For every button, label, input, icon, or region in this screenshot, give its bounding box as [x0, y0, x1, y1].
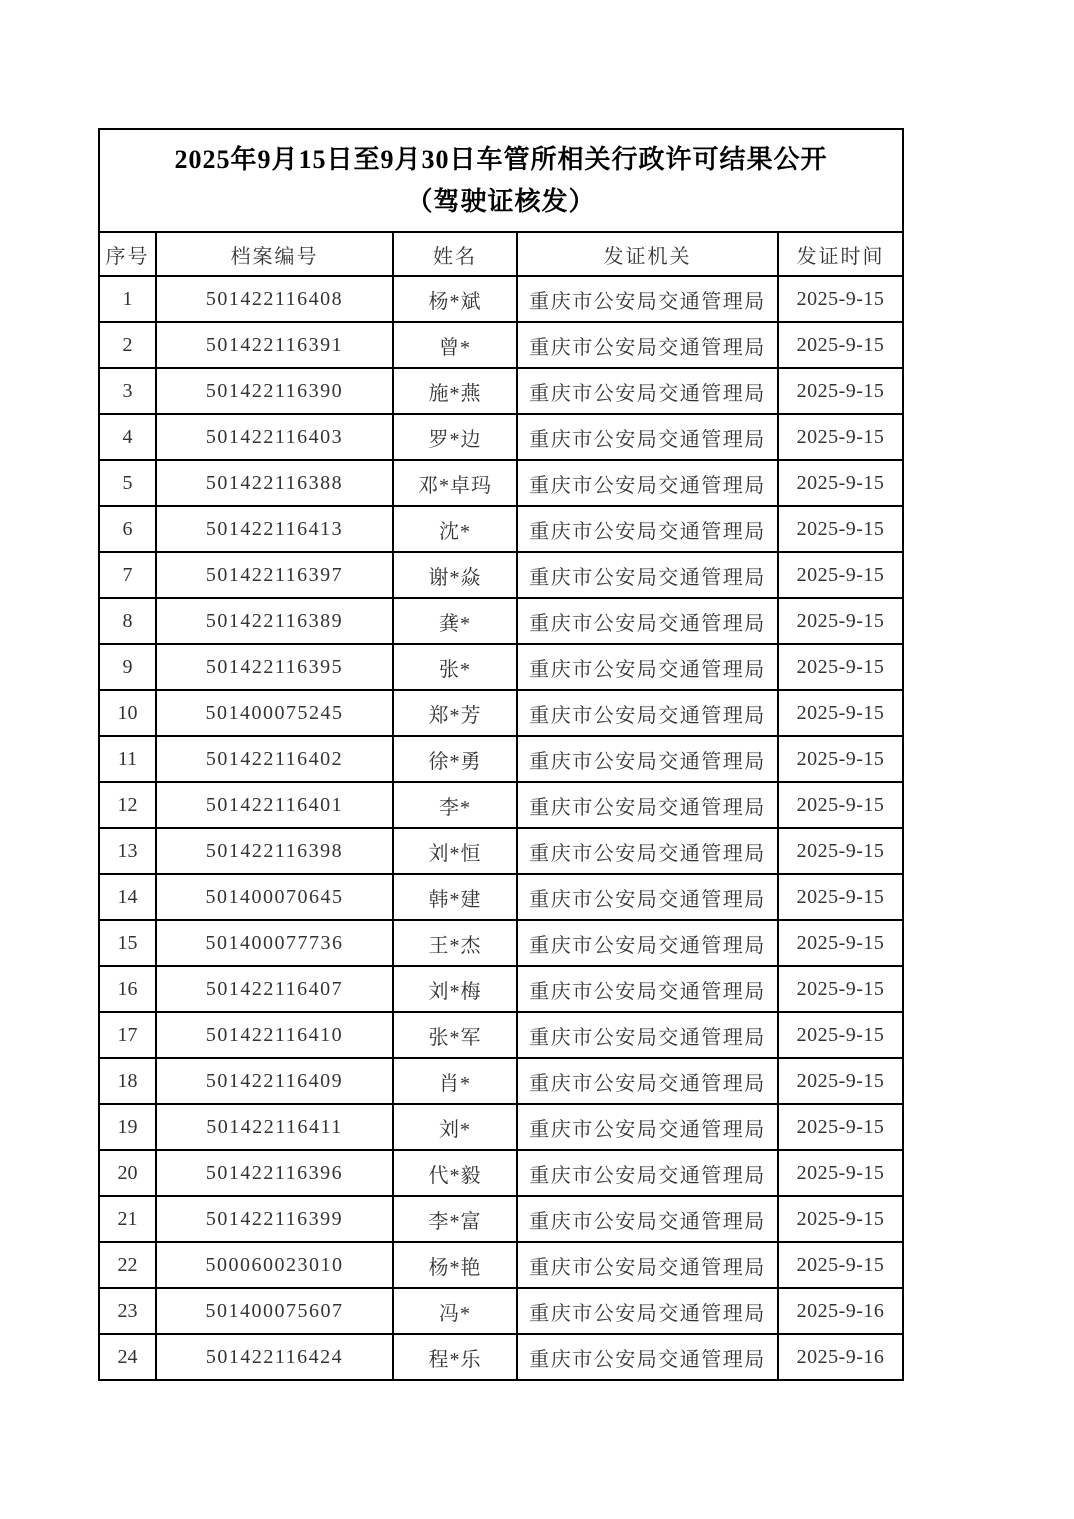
cell-index: 17 — [99, 1012, 156, 1058]
cell-index: 6 — [99, 506, 156, 552]
col-header-file-number: 档案编号 — [156, 232, 393, 276]
cell-file-number: 501422116397 — [156, 552, 393, 598]
cell-index: 22 — [99, 1242, 156, 1288]
cell-file-number: 501422116395 — [156, 644, 393, 690]
cell-issue-date: 2025-9-15 — [778, 828, 903, 874]
table-body — [99, 276, 903, 1380]
cell-file-number: 500060023010 — [156, 1242, 393, 1288]
cell-index: 24 — [99, 1334, 156, 1380]
cell-name: 李* — [393, 782, 517, 828]
table-row — [99, 1012, 903, 1058]
table-row — [99, 276, 903, 322]
cell-file-number: 501422116389 — [156, 598, 393, 644]
col-header-issue-date: 发证时间 — [778, 232, 903, 276]
cell-name: 郑*芳 — [393, 690, 517, 736]
cell-index: 10 — [99, 690, 156, 736]
title-line-2: （驾驶证核发） — [406, 186, 596, 216]
col-header-name: 姓名 — [393, 232, 517, 276]
cell-index: 3 — [99, 368, 156, 414]
table-row — [99, 1058, 903, 1104]
table-row — [99, 460, 903, 506]
cell-issue-date: 2025-9-15 — [778, 1058, 903, 1104]
col-header-issuing-authority: 发证机关 — [517, 232, 778, 276]
table-row — [99, 1150, 903, 1196]
table-row — [99, 1288, 903, 1334]
cell-index: 18 — [99, 1058, 156, 1104]
cell-authority: 重庆市公安局交通管理局 — [517, 506, 778, 552]
cell-issue-date: 2025-9-15 — [778, 368, 903, 414]
cell-issue-date: 2025-9-15 — [778, 920, 903, 966]
table-row — [99, 966, 903, 1012]
cell-file-number: 501422116410 — [156, 1012, 393, 1058]
cell-index: 14 — [99, 874, 156, 920]
cell-authority: 重庆市公安局交通管理局 — [517, 1012, 778, 1058]
cell-name: 施*燕 — [393, 368, 517, 414]
table-row — [99, 1196, 903, 1242]
cell-issue-date: 2025-9-15 — [778, 1242, 903, 1288]
cell-index: 4 — [99, 414, 156, 460]
cell-authority: 重庆市公安局交通管理局 — [517, 1104, 778, 1150]
cell-authority: 重庆市公安局交通管理局 — [517, 874, 778, 920]
cell-name: 刘*梅 — [393, 966, 517, 1012]
cell-issue-date: 2025-9-15 — [778, 1196, 903, 1242]
cell-authority: 重庆市公安局交通管理局 — [517, 322, 778, 368]
cell-authority: 重庆市公安局交通管理局 — [517, 1196, 778, 1242]
cell-issue-date: 2025-9-15 — [778, 736, 903, 782]
table-row — [99, 874, 903, 920]
cell-issue-date: 2025-9-15 — [778, 782, 903, 828]
cell-issue-date: 2025-9-15 — [778, 874, 903, 920]
cell-file-number: 501422116403 — [156, 414, 393, 460]
table-row — [99, 690, 903, 736]
cell-index: 2 — [99, 322, 156, 368]
cell-index: 5 — [99, 460, 156, 506]
table-row — [99, 322, 903, 368]
table-row — [99, 782, 903, 828]
table-row — [99, 506, 903, 552]
cell-file-number: 501422116398 — [156, 828, 393, 874]
table-row — [99, 368, 903, 414]
cell-name: 谢*焱 — [393, 552, 517, 598]
title-line-1: 2025年9月15日至9月30日车管所相关行政许可结果公开 — [174, 144, 828, 174]
cell-issue-date: 2025-9-15 — [778, 414, 903, 460]
cell-name: 刘*恒 — [393, 828, 517, 874]
cell-index: 12 — [99, 782, 156, 828]
cell-authority: 重庆市公安局交通管理局 — [517, 1150, 778, 1196]
cell-name: 代*毅 — [393, 1150, 517, 1196]
cell-issue-date: 2025-9-15 — [778, 552, 903, 598]
table-row — [99, 552, 903, 598]
table-row — [99, 414, 903, 460]
cell-authority: 重庆市公安局交通管理局 — [517, 552, 778, 598]
table-title — [99, 129, 903, 232]
cell-name: 杨*艳 — [393, 1242, 517, 1288]
cell-issue-date: 2025-9-16 — [778, 1288, 903, 1334]
table-row — [99, 828, 903, 874]
cell-issue-date: 2025-9-15 — [778, 276, 903, 322]
cell-file-number: 501422116401 — [156, 782, 393, 828]
cell-authority: 重庆市公安局交通管理局 — [517, 690, 778, 736]
cell-index: 23 — [99, 1288, 156, 1334]
cell-issue-date: 2025-9-15 — [778, 460, 903, 506]
cell-file-number: 501422116399 — [156, 1196, 393, 1242]
cell-name: 刘* — [393, 1104, 517, 1150]
cell-name: 杨*斌 — [393, 276, 517, 322]
cell-index: 16 — [99, 966, 156, 1012]
cell-issue-date: 2025-9-15 — [778, 966, 903, 1012]
table-row — [99, 1242, 903, 1288]
cell-authority: 重庆市公安局交通管理局 — [517, 414, 778, 460]
cell-index: 11 — [99, 736, 156, 782]
cell-authority: 重庆市公安局交通管理局 — [517, 598, 778, 644]
cell-file-number: 501422116413 — [156, 506, 393, 552]
cell-index: 20 — [99, 1150, 156, 1196]
cell-authority: 重庆市公安局交通管理局 — [517, 1334, 778, 1380]
cell-issue-date: 2025-9-15 — [778, 322, 903, 368]
cell-name: 邓*卓玛 — [393, 460, 517, 506]
cell-name: 程*乐 — [393, 1334, 517, 1380]
cell-name: 徐*勇 — [393, 736, 517, 782]
license-results-table — [98, 128, 904, 1381]
cell-issue-date: 2025-9-15 — [778, 644, 903, 690]
cell-file-number: 501400077736 — [156, 920, 393, 966]
cell-file-number: 501422116396 — [156, 1150, 393, 1196]
cell-name: 张* — [393, 644, 517, 690]
title-row — [99, 129, 903, 232]
cell-file-number: 501422116409 — [156, 1058, 393, 1104]
cell-authority: 重庆市公安局交通管理局 — [517, 966, 778, 1012]
cell-file-number: 501422116390 — [156, 368, 393, 414]
cell-name: 冯* — [393, 1288, 517, 1334]
cell-authority: 重庆市公安局交通管理局 — [517, 782, 778, 828]
cell-issue-date: 2025-9-15 — [778, 1150, 903, 1196]
cell-file-number: 501422116411 — [156, 1104, 393, 1150]
cell-index: 15 — [99, 920, 156, 966]
cell-name: 肖* — [393, 1058, 517, 1104]
cell-authority: 重庆市公安局交通管理局 — [517, 276, 778, 322]
cell-name: 罗*边 — [393, 414, 517, 460]
cell-name: 韩*建 — [393, 874, 517, 920]
cell-issue-date: 2025-9-15 — [778, 1104, 903, 1150]
cell-authority: 重庆市公安局交通管理局 — [517, 368, 778, 414]
cell-file-number: 501400075607 — [156, 1288, 393, 1334]
cell-file-number: 501400075245 — [156, 690, 393, 736]
cell-file-number: 501422116407 — [156, 966, 393, 1012]
cell-index: 13 — [99, 828, 156, 874]
cell-authority: 重庆市公安局交通管理局 — [517, 736, 778, 782]
cell-index: 9 — [99, 644, 156, 690]
table-row — [99, 920, 903, 966]
cell-file-number: 501422116391 — [156, 322, 393, 368]
cell-index: 21 — [99, 1196, 156, 1242]
col-header-index: 序号 — [99, 232, 156, 276]
cell-authority: 重庆市公安局交通管理局 — [517, 1288, 778, 1334]
cell-authority: 重庆市公安局交通管理局 — [517, 828, 778, 874]
cell-name: 王*杰 — [393, 920, 517, 966]
cell-authority: 重庆市公安局交通管理局 — [517, 1242, 778, 1288]
cell-authority: 重庆市公安局交通管理局 — [517, 644, 778, 690]
cell-index: 7 — [99, 552, 156, 598]
cell-issue-date: 2025-9-15 — [778, 1012, 903, 1058]
header-row — [99, 232, 903, 276]
cell-file-number: 501422116408 — [156, 276, 393, 322]
cell-file-number: 501400070645 — [156, 874, 393, 920]
cell-index: 8 — [99, 598, 156, 644]
table-row — [99, 1334, 903, 1380]
cell-file-number: 501422116402 — [156, 736, 393, 782]
cell-authority: 重庆市公安局交通管理局 — [517, 1058, 778, 1104]
cell-file-number: 501422116388 — [156, 460, 393, 506]
cell-issue-date: 2025-9-16 — [778, 1334, 903, 1380]
cell-issue-date: 2025-9-15 — [778, 690, 903, 736]
cell-authority: 重庆市公安局交通管理局 — [517, 920, 778, 966]
cell-authority: 重庆市公安局交通管理局 — [517, 460, 778, 506]
cell-name: 张*军 — [393, 1012, 517, 1058]
table-row — [99, 1104, 903, 1150]
cell-name: 龚* — [393, 598, 517, 644]
table-row — [99, 736, 903, 782]
table-row — [99, 598, 903, 644]
cell-index: 1 — [99, 276, 156, 322]
cell-issue-date: 2025-9-15 — [778, 598, 903, 644]
cell-name: 曾* — [393, 322, 517, 368]
cell-index: 19 — [99, 1104, 156, 1150]
cell-issue-date: 2025-9-15 — [778, 506, 903, 552]
table-row — [99, 644, 903, 690]
cell-name: 沈* — [393, 506, 517, 552]
cell-file-number: 501422116424 — [156, 1334, 393, 1380]
cell-name: 李*富 — [393, 1196, 517, 1242]
